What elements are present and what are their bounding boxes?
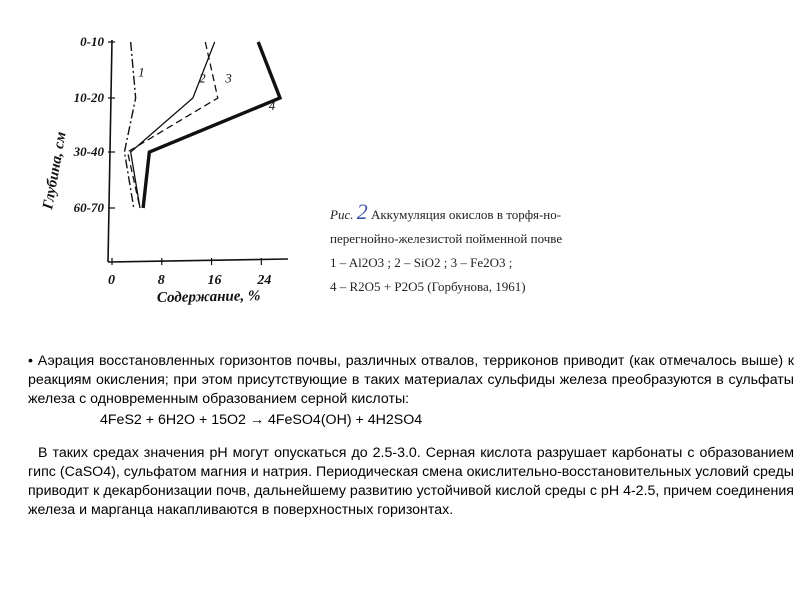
paragraph-aeration: • Аэрация восстановленных горизонтов почвы, различных отвалов, терриконов приводит (как отмечалось выше) к реакциям окисления; при этом присутствующие в таких материалах сульфиды железа преобразуются в сульфаты железа с одновременным образованием серной кислоты:	[28, 353, 794, 407]
y-tick-label: 0-10	[80, 34, 104, 49]
caption-title: Аккумуляция окислов в торфя-но-перегнойно-железистой пойменной почве	[330, 207, 563, 246]
y-tick-label: 10-20	[73, 90, 104, 105]
y-tick-label: 60-70	[73, 200, 104, 215]
x-tick-label: 0	[108, 273, 115, 288]
series-line-4	[143, 42, 280, 208]
figure-caption	[330, 200, 610, 299]
equation	[28, 411, 794, 430]
caption-legend-2: 4 – R2O5 + P2O5 (Горбунова, 1961)	[330, 279, 526, 294]
series-lines	[124, 42, 280, 208]
series-label-4: 4	[268, 97, 276, 113]
paragraph-ph: В таких средах значения рН могут опускаться до 2.5-3.0. Серная кислота разрушает карбонаты с образованием гипс (CaSO4), сульфатом магния и натрия. Периодическая смена окислительно-восстановительных условий среды приводит к декарбонизации почв, дальнейшему развитию устойчивой кислой среды с рН 4-2.5, причем соединения железа и марганца накапливаются в поверхностных горизонтах.	[28, 445, 794, 518]
x-tick-label: 8	[157, 273, 165, 288]
series-label-2: 2	[199, 70, 206, 86]
series-label-1: 1	[138, 64, 145, 80]
y-axis	[108, 40, 112, 262]
caption-number: 2	[356, 199, 368, 224]
x-tick-label: 16	[207, 273, 222, 288]
y-axis-label: Глубина, см	[40, 130, 70, 211]
equation-text: 4FeS2 + 6H2O + 15O2 → 4FeSO4(OH) + 4H2SO4	[100, 412, 423, 428]
series-label-3: 3	[225, 70, 232, 86]
ticks	[73, 34, 272, 288]
x-axis-label: Содержание, %	[156, 288, 261, 306]
series-line-1	[124, 42, 135, 208]
body-text	[28, 352, 794, 520]
y-tick-label: 30-40	[73, 144, 104, 159]
axes	[108, 40, 288, 262]
x-tick-label: 24	[257, 273, 272, 288]
caption-legend-1: 1 – Al2O3 ; 2 – SiO2 ; 3 – Fe2O3 ;	[330, 255, 513, 270]
caption-prefix: Рис.	[330, 207, 354, 222]
